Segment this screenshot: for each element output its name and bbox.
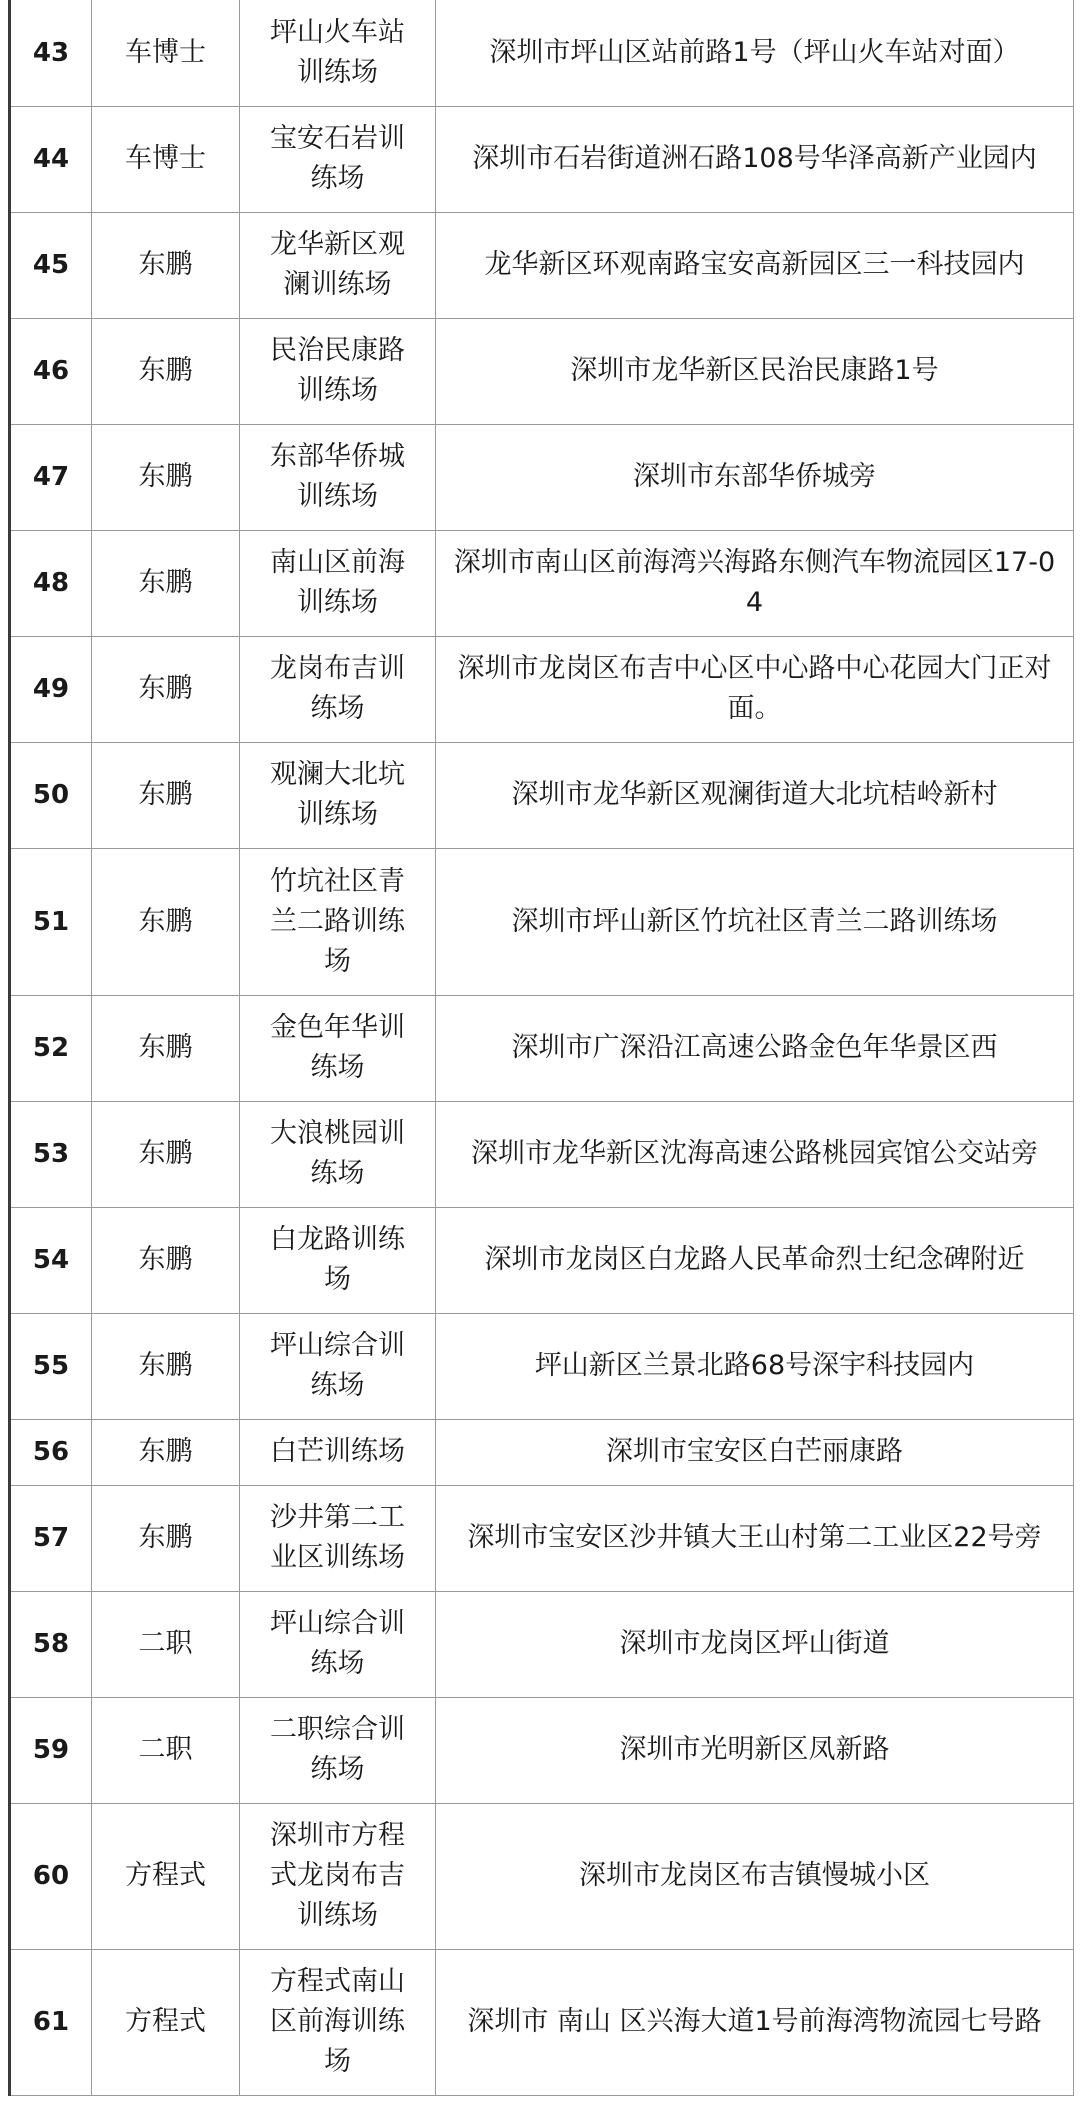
- venue-address: 深圳市光明新区凤新路: [436, 1697, 1074, 1803]
- driving-school-name: 东鹏: [92, 1485, 240, 1591]
- driving-school-name: 东鹏: [92, 530, 240, 636]
- table-row: [10, 1591, 1074, 1697]
- table-row: [10, 1207, 1074, 1313]
- table-row: [10, 1485, 1074, 1591]
- row-number: 54: [10, 1207, 92, 1313]
- venue-name: 民治民康路训练场: [240, 318, 436, 424]
- venue-address: 深圳市广深沿江高速公路金色年华景区西: [436, 995, 1074, 1101]
- venue-name: 观澜大北坑训练场: [240, 742, 436, 848]
- driving-school-name: 东鹏: [92, 1101, 240, 1207]
- table-row: [10, 1101, 1074, 1207]
- driving-school-name: 东鹏: [92, 636, 240, 742]
- venue-address: 龙华新区环观南路宝安高新园区三一科技园内: [436, 212, 1074, 318]
- driving-school-name: 方程式: [92, 1949, 240, 2095]
- venue-address: 深圳市 南山 区兴海大道1号前海湾物流园七号路: [436, 1949, 1074, 2095]
- row-number: 51: [10, 848, 92, 995]
- driving-school-name: 东鹏: [92, 212, 240, 318]
- table-row: [10, 1313, 1074, 1419]
- table-row: [10, 530, 1074, 636]
- driving-school-name: 方程式: [92, 1803, 240, 1949]
- table-row: [10, 212, 1074, 318]
- row-number: 49: [10, 636, 92, 742]
- driving-school-name: 东鹏: [92, 1313, 240, 1419]
- table-row: [10, 1419, 1074, 1485]
- venue-name: 东部华侨城训练场: [240, 424, 436, 530]
- venue-address: 深圳市宝安区白芒丽康路: [436, 1419, 1074, 1485]
- venue-address: 深圳市龙岗区坪山街道: [436, 1591, 1074, 1697]
- table-row: [10, 636, 1074, 742]
- row-number: 59: [10, 1697, 92, 1803]
- venue-address: 深圳市龙华新区观澜街道大北坑桔岭新村: [436, 742, 1074, 848]
- venue-name: 大浪桃园训练场: [240, 1101, 436, 1207]
- table-row: [10, 106, 1074, 212]
- venue-address: 深圳市龙岗区布吉镇慢城小区: [436, 1803, 1074, 1949]
- driving-school-name: 东鹏: [92, 1207, 240, 1313]
- venue-name: 二职综合训练场: [240, 1697, 436, 1803]
- venue-name: 龙岗布吉训练场: [240, 636, 436, 742]
- venue-name: 南山区前海训练场: [240, 530, 436, 636]
- venue-address: 深圳市石岩街道洲石路108号华泽高新产业园内: [436, 106, 1074, 212]
- venue-name: 白龙路训练场: [240, 1207, 436, 1313]
- row-number: 58: [10, 1591, 92, 1697]
- venue-name: 方程式南山区前海训练场: [240, 1949, 436, 2095]
- venue-name: 坪山综合训练场: [240, 1591, 436, 1697]
- venue-address: 深圳市龙岗区白龙路人民革命烈士纪念碑附近: [436, 1207, 1074, 1313]
- table-row: [10, 318, 1074, 424]
- row-number: 57: [10, 1485, 92, 1591]
- venue-address: 深圳市宝安区沙井镇大王山村第二工业区22号旁: [436, 1485, 1074, 1591]
- driving-school-name: 二职: [92, 1591, 240, 1697]
- venue-name: 坪山综合训练场: [240, 1313, 436, 1419]
- row-number: 55: [10, 1313, 92, 1419]
- row-number: 53: [10, 1101, 92, 1207]
- venue-name: 沙井第二工业区训练场: [240, 1485, 436, 1591]
- row-number: 46: [10, 318, 92, 424]
- row-number: 48: [10, 530, 92, 636]
- driving-school-name: 东鹏: [92, 742, 240, 848]
- table-row: [10, 1949, 1074, 2095]
- row-number: 52: [10, 995, 92, 1101]
- venue-address: 深圳市龙岗区布吉中心区中心路中心花园大门正对面。: [436, 636, 1074, 742]
- row-number: 61: [10, 1949, 92, 2095]
- venue-address: 坪山新区兰景北路68号深宇科技园内: [436, 1313, 1074, 1419]
- venue-name: 坪山火车站训练场: [240, 0, 436, 106]
- row-number: 45: [10, 212, 92, 318]
- driving-school-name: 二职: [92, 1697, 240, 1803]
- row-number: 60: [10, 1803, 92, 1949]
- row-number: 47: [10, 424, 92, 530]
- row-number: 50: [10, 742, 92, 848]
- table-row: [10, 848, 1074, 995]
- training-venue-table: [8, 0, 1074, 2096]
- table-row: [10, 424, 1074, 530]
- table-row: [10, 995, 1074, 1101]
- row-number: 56: [10, 1419, 92, 1485]
- driving-school-name: 东鹏: [92, 424, 240, 530]
- venue-address: 深圳市南山区前海湾兴海路东侧汽车物流园区17-04: [436, 530, 1074, 636]
- driving-school-name: 东鹏: [92, 995, 240, 1101]
- table-row: [10, 1697, 1074, 1803]
- table-row: [10, 0, 1074, 106]
- row-number: 44: [10, 106, 92, 212]
- venue-address: 深圳市东部华侨城旁: [436, 424, 1074, 530]
- venue-address: 深圳市坪山区站前路1号（坪山火车站对面）: [436, 0, 1074, 106]
- row-number: 43: [10, 0, 92, 106]
- venue-name: 竹坑社区青兰二路训练场: [240, 848, 436, 995]
- venue-name: 深圳市方程式龙岗布吉训练场: [240, 1803, 436, 1949]
- driving-school-name: 东鹏: [92, 318, 240, 424]
- venue-name: 白芒训练场: [240, 1419, 436, 1485]
- table-row: [10, 742, 1074, 848]
- venue-name: 金色年华训练场: [240, 995, 436, 1101]
- venue-address: 深圳市坪山新区竹坑社区青兰二路训练场: [436, 848, 1074, 995]
- driving-school-name: 东鹏: [92, 1419, 240, 1485]
- venue-address: 深圳市龙华新区民治民康路1号: [436, 318, 1074, 424]
- driving-school-name: 车博士: [92, 106, 240, 212]
- venue-address: 深圳市龙华新区沈海高速公路桃园宾馆公交站旁: [436, 1101, 1074, 1207]
- table-row: [10, 1803, 1074, 1949]
- venue-name: 龙华新区观澜训练场: [240, 212, 436, 318]
- venue-name: 宝安石岩训练场: [240, 106, 436, 212]
- driving-school-name: 东鹏: [92, 848, 240, 995]
- driving-school-name: 车博士: [92, 0, 240, 106]
